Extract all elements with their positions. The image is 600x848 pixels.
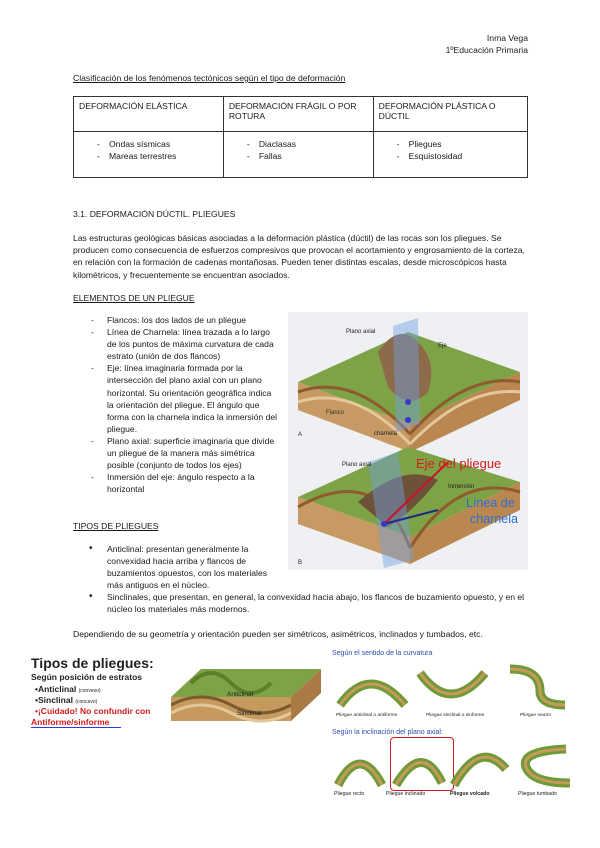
classification-title: Clasificación de los fenómenos tectónicos según el tipo de deformación <box>73 73 346 83</box>
list-item: - Plano axial: superficie imaginaria que divide un pliegue de la manera más simétrica posible (conjunto de todos los ejes) <box>73 435 278 471</box>
incl-label-2: Pliegue inclinado <box>386 791 426 797</box>
list-item: - Esquistosidad <box>379 151 522 163</box>
col-heading-elastica: DEFORMACIÓN ELÁSTICA <box>74 97 224 132</box>
fold-elements-figure <box>288 312 528 570</box>
list-item: - Inmersión del eje: ángulo respecto a la horizontal <box>73 471 278 495</box>
label-inmersion: Inmersión <box>448 484 475 490</box>
label-charnela: charnela <box>374 431 398 437</box>
section-title: 3.1. DEFORMACIÓN DÚCTIL. PLIEGUES <box>73 209 236 219</box>
col-heading-plastica: DEFORMACIÓN PLÁSTICA O DÚCTIL <box>373 97 527 132</box>
author-name: Inma Vega <box>486 33 528 43</box>
list-item <box>73 591 528 615</box>
label-flanco: Flanco <box>326 410 345 416</box>
label-a: A <box>298 432 303 438</box>
label-b: B <box>298 560 303 566</box>
label-linea-de: Línea de <box>466 496 515 510</box>
tipos-warning-2: Antiforme/sinforme <box>31 717 121 728</box>
types-list <box>73 543 283 591</box>
incl-label-4: Pliegue tumbado <box>518 791 557 797</box>
label-plano-axial: Plano axial <box>346 329 376 335</box>
curv-label-2: Pliegue sinclinal o sinforme <box>426 713 485 718</box>
intro-paragraph: Las estructuras geológicas básicas asociadas a la deformación plástica (dúctil) de las rocas son los pliegues. Se producen como consecuencia de esfuerzos compresivos que provocan el acortamiento y engrosamiento de la corteza, en relación con la formación de cadenas montañosas. Pueden tener distintas escalas, desde microscópicos hasta kilométricos, y frecuentemente se encuentran asociados. <box>73 233 525 280</box>
list-item: - Pliegues <box>379 139 522 151</box>
list-item: - Fallas <box>229 151 368 163</box>
label-charnela-big: charnela <box>470 512 518 526</box>
curv-label-1: Pliegue anticlinal o antiforme <box>336 713 398 718</box>
types-list-2 <box>73 591 528 615</box>
geometry-note: Dependiendo de su geometría y orientación pueden ser simétricos, asimétricos, inclinados y tumbados, etc. <box>73 629 483 639</box>
col-heading-fragil: DEFORMACIÓN FRÁGIL O POR ROTURA <box>223 97 373 132</box>
tipos-subtitle: Según posición de estratos <box>31 672 142 682</box>
label-plano-axial-b: Plano axial <box>342 462 372 468</box>
tipos-sinclinal <box>35 695 97 705</box>
curvature-box <box>330 645 575 805</box>
course-label: 1ºEducación Primaria <box>445 45 528 55</box>
sinclinal-label: •Sinclinal <box>35 695 73 705</box>
incl-label-3: Pliegue volcado <box>450 791 490 797</box>
list-item: - Mareas terrestres <box>79 151 218 163</box>
curv-label-3: Pliegue neutro <box>520 713 551 718</box>
incl-label-1: Pliegue recto <box>334 791 365 797</box>
list-item: - Ondas sísmicas <box>79 139 218 151</box>
sinclinal-note: (concavo) <box>75 699 98 705</box>
curvature-title-top: Según el sentido de la curvatura <box>332 650 433 657</box>
img-label-anticlinal: Anticlinal <box>227 691 254 698</box>
label-eje: Eje <box>438 343 447 349</box>
classification-table <box>73 96 528 178</box>
label-eje-del-pliegue: Eje del pliegue <box>416 456 502 471</box>
curvature-illustrations-top <box>330 659 575 711</box>
list-item: - Línea de Charnela: línea trazada a lo largo de los puntos de máxima curvatura de cada estrato (unión de dos flancos) <box>73 326 278 362</box>
tipos-title: Tipos de pliegues: <box>31 655 154 671</box>
anticlinal-note: (convexo) <box>78 688 101 694</box>
elements-title: ELEMENTOS DE UN PLIEGUE <box>73 293 195 303</box>
img-label-sinclinal: Sinclinal <box>237 710 262 717</box>
inclination-illustrations <box>330 739 575 791</box>
col-items-plastica <box>373 132 527 178</box>
sinclinal-text: Sinclinales, que presentan, en general, la convexidad hacia abajo, los flancos de buzamiento opuesto, y en el núcleo los materiales más modernos. <box>107 592 525 615</box>
col-items-fragil <box>223 132 373 178</box>
list-item: • Anticlinal: presentan generalmente la convexidad hacia arriba y flancos de buzamientos opuestos, con los materiales más antiguos en el núcleo. <box>73 543 283 591</box>
anticlinal-label: •Anticlinal <box>35 684 77 694</box>
list-item: - Diaclasas <box>229 139 368 151</box>
list-item: - Eje: línea imaginaria formada por la intersección del plano axial con un plano horizontal. Su orientación geográfica indica la orientación del pliegue. El ángulo que forma con la charnela indica la inmersión del pliegue. <box>73 362 278 435</box>
list-item: - Flancos: los dos lados de un pliegue <box>73 314 278 326</box>
fold-blocks-illustration <box>288 312 528 570</box>
col-items-elastica <box>74 132 224 178</box>
tipos-pliegues-box <box>31 655 331 735</box>
types-title: TIPOS DE PLIEGUES <box>73 521 159 531</box>
tipos-anticlinal <box>35 684 101 694</box>
elements-list <box>73 314 278 495</box>
tipos-warning-1: •¡Cuidado! No confundir con <box>35 706 151 716</box>
curvature-title-bottom: Según la inclinación del plano axial: <box>332 729 443 736</box>
